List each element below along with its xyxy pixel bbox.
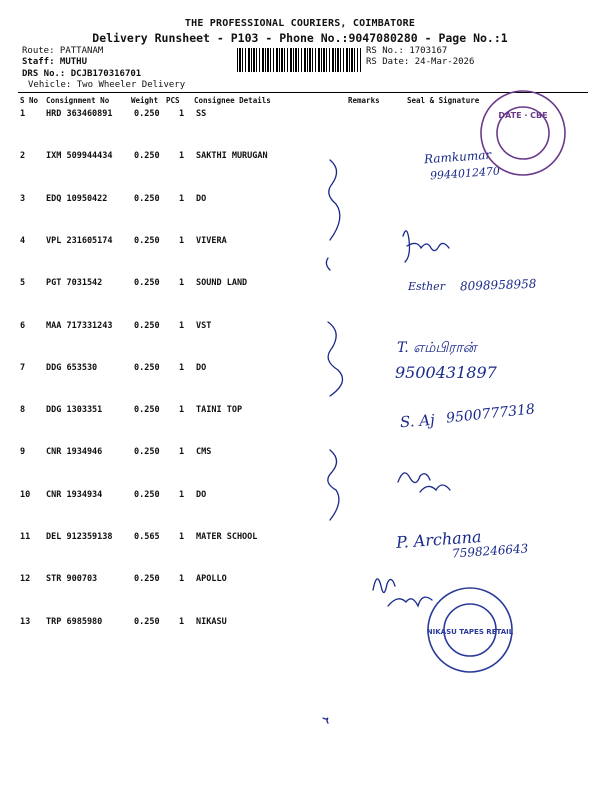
handwritten-phone-row11: 7598246643 (451, 541, 529, 561)
row-consignment-no: DDG 653530 (46, 362, 98, 373)
row-consignment-no: IXM 509944434 (46, 151, 113, 162)
handwritten-name-row2: Ramkumar (423, 147, 492, 167)
vehicle-label: Vehicle: Two Wheeler Delivery (28, 80, 186, 90)
handwritten-phone-row2: 9944012470 (429, 164, 501, 183)
row-consignee: APOLLO (196, 574, 227, 585)
row-sno: 3 (20, 193, 26, 204)
row-sno: 11 (20, 532, 31, 542)
nikasu-seal-stamp (425, 585, 515, 675)
handwritten-phone-row7: 9500431897 (395, 363, 497, 382)
row-weight: 0.250 (134, 362, 160, 373)
row-consignee: CMS (196, 447, 212, 458)
row-consignment-no: VPL 231605174 (46, 235, 113, 246)
handwritten-phone-row5: 8098958958 (459, 276, 537, 294)
seal-text: DATE · CBE (498, 111, 548, 120)
row-sno: 1 (20, 109, 26, 119)
col-remarks: Remarks (348, 96, 380, 105)
row-consignee: DO (196, 489, 207, 500)
row-consignment-no: STR 900703 (46, 574, 98, 585)
col-pcs: PCS (166, 96, 180, 105)
handwritten-name-row5: Esther (408, 280, 445, 293)
row-pcs: 1 (179, 405, 185, 416)
row-consignee: DO (196, 362, 207, 373)
row-weight: 0.250 (134, 405, 160, 416)
drs-number: DRS No.: DCJB170316701 (22, 69, 142, 79)
row-pcs: 1 (179, 447, 185, 458)
rs-date: RS Date: 24-Mar-2026 (366, 57, 475, 67)
nikasu-seal-text: NIKASU TAPES RETAIL (426, 628, 514, 636)
row-pcs: 1 (179, 320, 185, 331)
row-weight: 0.250 (134, 574, 160, 585)
row-pcs: 1 (179, 616, 185, 627)
row-weight: 0.250 (134, 320, 160, 331)
handwritten-name-row8: S. Aj (399, 410, 436, 432)
row-sno: 5 (20, 278, 26, 289)
col-consignment: Consignment No (46, 96, 110, 105)
row-consignee: VST (196, 320, 212, 331)
handwritten-name-row11: P. Archana (395, 527, 483, 552)
row-sno: 7 (20, 362, 26, 373)
row-consignment-no: TRP 6985980 (46, 616, 103, 627)
row-consignee: MATER SCHOOL (196, 532, 258, 542)
handwritten-phone-row8: 9500777318 (445, 401, 536, 427)
row-consignment-no: PGT 7031542 (46, 278, 103, 289)
row-sno: 9 (20, 447, 26, 458)
row-consignee: SOUND LAND (196, 278, 248, 289)
row-pcs: 1 (179, 109, 185, 119)
row-sno: 4 (20, 235, 26, 246)
row-pcs: 1 (179, 193, 185, 204)
row-pcs: 1 (179, 489, 185, 500)
row-weight: 0.250 (134, 489, 160, 500)
row-pcs: 1 (179, 151, 185, 162)
row-consignee: VIVERA (196, 235, 227, 246)
col-seal-signature: Seal & Signature (407, 96, 480, 105)
handwritten-name-row6: T. எம்பிரான் (397, 340, 477, 356)
row-pcs: 1 (179, 278, 185, 289)
row-sno: 2 (20, 151, 26, 162)
row-weight: 0.565 (134, 532, 160, 542)
row-weight: 0.250 (134, 151, 160, 162)
row-consignment-no: MAA 717331243 (46, 320, 113, 331)
col-consignee: Consignee Details (194, 96, 271, 105)
row-weight: 0.250 (134, 278, 160, 289)
row-pcs: 1 (179, 235, 185, 246)
row-consignment-no: DEL 912359138 (46, 532, 113, 542)
row-sno: 8 (20, 405, 26, 416)
row-weight: 0.250 (134, 193, 160, 204)
row-consignment-no: CNR 1934934 (46, 489, 103, 500)
row-consignee: NIKASU (196, 616, 227, 627)
company-title: THE PROFESSIONAL COURIERS, COIMBATORE (184, 18, 416, 29)
company-seal-stamp (478, 88, 568, 178)
row-pcs: 1 (179, 574, 185, 585)
col-sno: S No (20, 96, 39, 105)
row-consignee: SAKTHI MURUGAN (196, 151, 268, 162)
row-consignment-no: HRD 363460891 (46, 109, 113, 119)
row-sno: 13 (20, 616, 31, 627)
route-label: Route: PATTANAM (22, 46, 104, 56)
row-sno: 10 (20, 489, 31, 500)
row-sno: 12 (20, 574, 31, 585)
row-consignee: TAINI TOP (196, 405, 243, 416)
row-consignee: DO (196, 193, 207, 204)
row-pcs: 1 (179, 532, 185, 542)
staff-label: Staff: MUTHU (22, 57, 88, 67)
row-consignment-no: DDG 1303351 (46, 405, 103, 416)
row-weight: 0.250 (134, 235, 160, 246)
row-weight: 0.250 (134, 109, 160, 119)
runsheet-subtitle: Delivery Runsheet - P103 - Phone No.:9047080280 - Page No.:1 (92, 31, 508, 45)
row-pcs: 1 (179, 362, 185, 373)
row-consignment-no: CNR 1934946 (46, 447, 103, 458)
row-consignment-no: EDQ 10950422 (46, 193, 108, 204)
row-weight: 0.250 (134, 616, 160, 627)
col-weight: Weight (131, 96, 159, 105)
row-consignee: SS (196, 109, 207, 119)
row-weight: 0.250 (134, 447, 160, 458)
rs-number: RS No.: 1703167 (366, 46, 448, 56)
row-sno: 6 (20, 320, 26, 331)
